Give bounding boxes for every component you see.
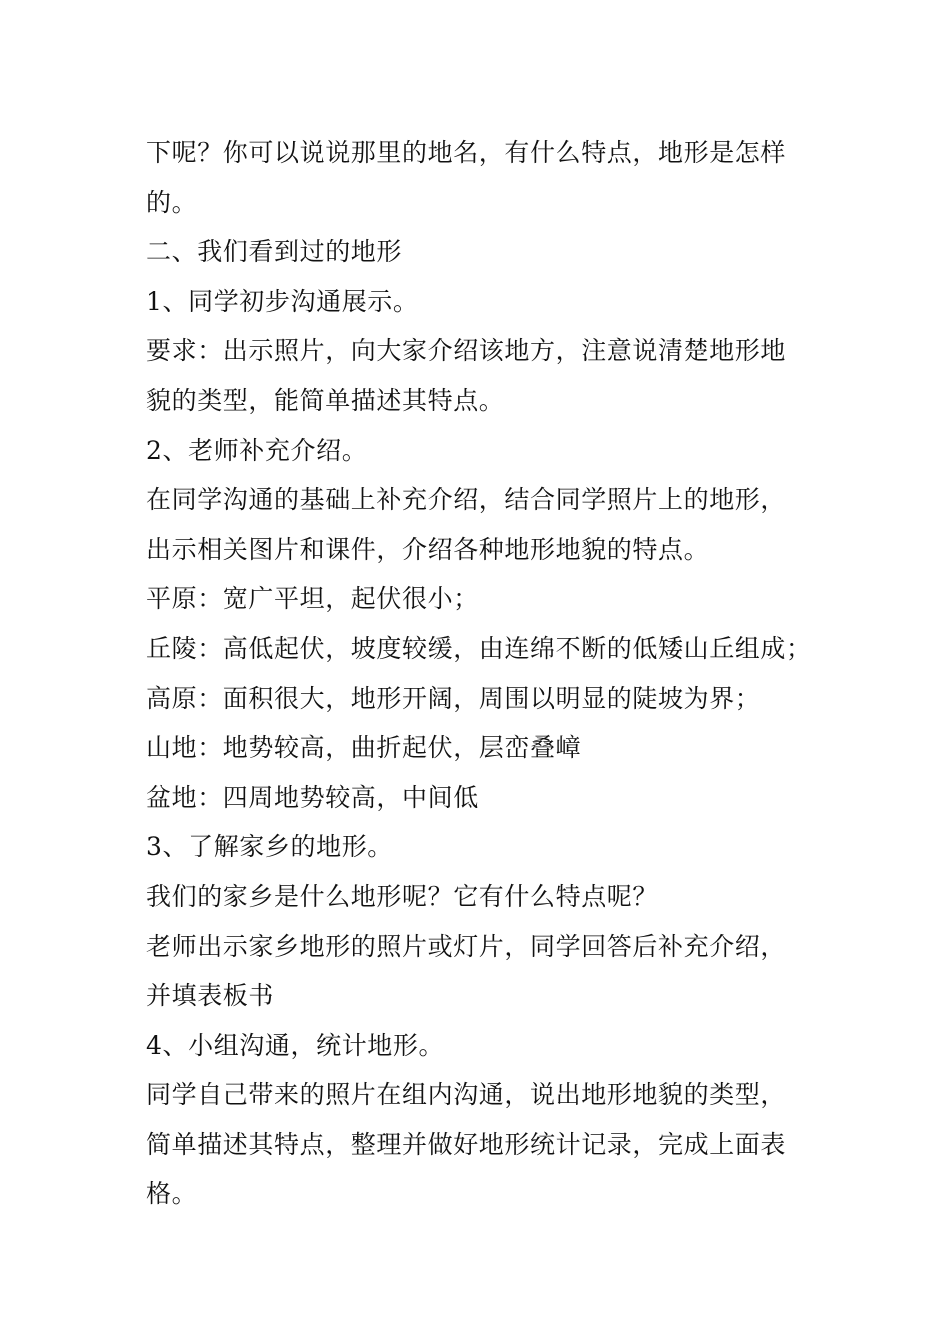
- step-heading: 1、同学初步沟通展示。: [146, 286, 419, 316]
- landform-item: 高原：面积很大，地形开阔，周围以明显的陡坡为界；: [146, 683, 761, 713]
- text-line: 下呢？你可以说说那里的地名，有什么特点，地形是怎样: [146, 138, 787, 167]
- text-line: 的。: [146, 187, 198, 217]
- text-line: 并填表板书: [146, 981, 275, 1011]
- step-heading: 3、了解家乡的地形。: [146, 832, 393, 862]
- text-line: 格。: [146, 1179, 198, 1209]
- landform-item: 盆地：四周地势较高，中间低: [146, 782, 479, 812]
- text-line: 要求：出示照片，向大家介绍该地方，注意说清楚地形地: [146, 336, 787, 366]
- step-heading: 2、老师补充介绍。: [146, 435, 368, 465]
- text-line: 同学自己带来的照片在组内沟通，说出地形地貌的类型，: [146, 1080, 787, 1110]
- landform-item: 丘陵：高低起伏，坡度较缓，由连绵不断的低矮山丘组成；: [146, 633, 812, 663]
- text-line: 在同学沟通的基础上补充介绍，结合同学照片上的地形，: [146, 485, 787, 515]
- text-line: 我们的家乡是什么地形呢？它有什么特点呢？: [146, 881, 659, 911]
- landform-item: 平原：宽广平坦，起伏很小；: [146, 584, 479, 614]
- step-heading: 4、小组沟通，统计地形。: [146, 1030, 445, 1060]
- text-line: 老师出示家乡地形的照片或灯片，同学回答后补充介绍，: [146, 931, 787, 961]
- text-line: 貌的类型，能简单描述其特点。: [146, 385, 505, 415]
- landform-item: 山地：地势较高，曲折起伏，层峦叠嶂: [146, 733, 582, 763]
- document-body: [146, 128, 816, 1219]
- section-heading: 二、我们看到过的地形: [146, 237, 403, 267]
- text-line: 简单描述其特点，整理并做好地形统计记录，完成上面表: [146, 1129, 787, 1159]
- text-line: 出示相关图片和课件，介绍各种地形地貌的特点。: [146, 534, 710, 564]
